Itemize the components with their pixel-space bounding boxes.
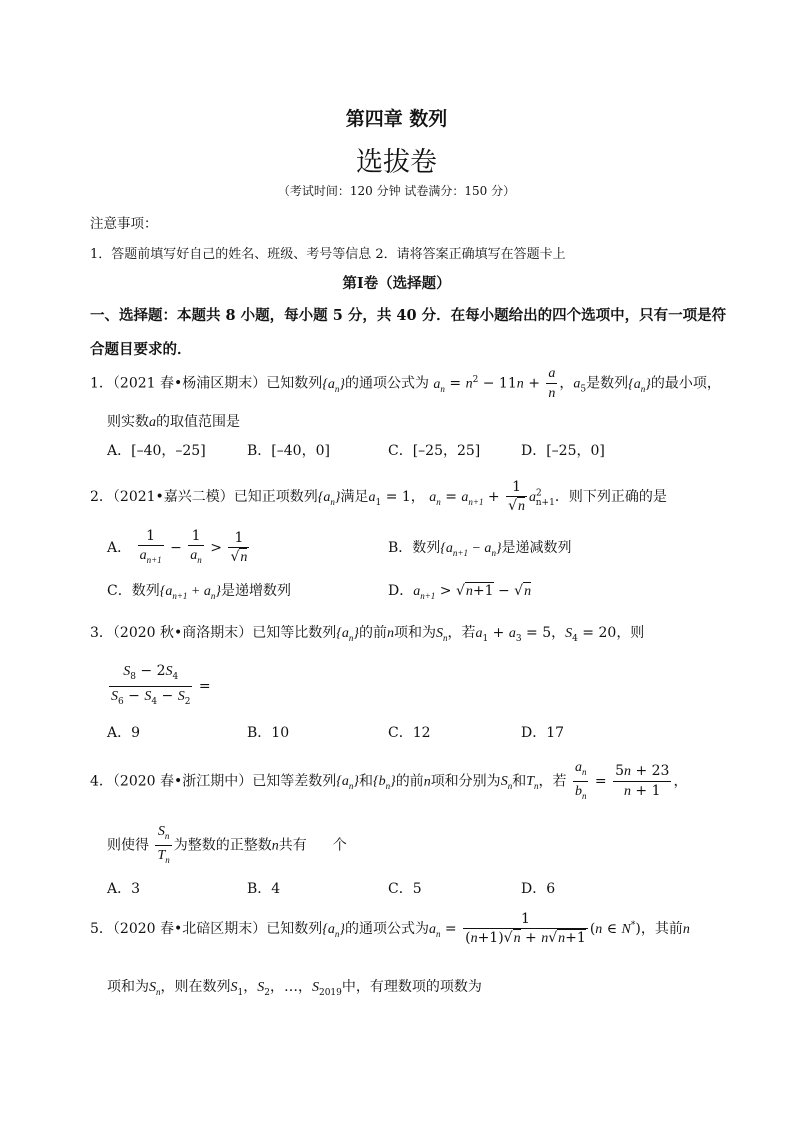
notice-line: 1．答题前填写好自己的姓名、班级、考号等信息 2．请将答案正确填写在答题卡上 [90,247,566,262]
question-1: 1．（2021 春•杨浦区期末）已知数列$\{a_n\}$的通项公式为 $a_n = n^2 - 11n$ + $\frac{a}{n}$ ，$a_5$是数列$\{a_n\}$的最小项， [90,366,721,401]
instructions-line1: 一、选择题：本题共 8 小题，每小题 5 分，共 40 分．在每小题给出的四个选项中，只有一项是符 [90,307,727,324]
q1-option-b[interactable]: B．[–40，0] [247,443,330,459]
exam-title: 选拔卷 [356,147,437,178]
q3-option-a[interactable]: A．9 [107,725,141,741]
notice-heading: 注意事项： [90,216,158,232]
question-4-line2: 则使得 $\frac{S_n}{T_n}$ 为整数的正整数n共有 个 [107,824,347,865]
q2-option-a[interactable]: A． $\frac{1}{a_{n+1}}$ − $\frac{1}{a_n}$ > $\frac{1}{√n}$ [107,528,248,565]
question-4: 4．（2020 春•浙江期中）已知等差数列$\{a_n\}$和$\{b_n\}$的前n项和分别为$S_n$和$T_n$，若 $\frac{a_n}{b_n}$ = $\frac{5n + 23}{n + 1}$ ， [90,760,688,801]
question-3: 3．（2020 秋•商洛期末）已知等比数列$\{a_n\}$的前n项和为$S_n$，若$a_1 + a_3 = 5$，$S_4 = 20$，则 [90,625,645,644]
q4-option-a[interactable]: A．3 [107,881,141,897]
q1-option-d[interactable]: D．[–25，0] [521,443,605,459]
q3-option-b[interactable]: B．10 [247,725,290,741]
instructions-line2: 合题目要求的． [90,341,192,358]
chapter-title: 第四章 数列 [345,108,448,130]
question-2: 2．（2021•嘉兴二模）已知正项数列$\{a_n\}$满足$a_1 = 1$， $a_n = a_{n+1}$ + $\frac{1}{√n}$ $a^2_{n+1}$．则下列正确的是 [90,479,667,514]
question-5-line2: 项和为$S_n$，则在数列$S_1$，$S_2$，…，$S_{2019}$中，有理数项的项数为 [107,979,482,998]
q3-option-c[interactable]: C．12 [388,725,431,741]
exam-meta: （考试时间：120 分钟 试卷满分：150 分） [277,184,516,198]
section-title: 第Ⅰ卷（选择题） [342,275,451,292]
q1-option-a[interactable]: A．[–40，–25] [107,443,206,459]
q1-option-c[interactable]: C．[–25，25] [388,443,481,459]
q2-option-c[interactable]: C．数列$\{a_{n+1} + a_n\}$是递增数列 [107,583,291,601]
q4-option-b[interactable]: B．4 [247,881,281,897]
question-1-line2: 则实数a的取值范围是 [107,414,240,430]
question-5: 5．（2020 春•北碚区期末）已知数列$\{a_n\}$的通项公式为$a_n$ = $\frac{1}{(n+1)√n + n√n+1}$ (n ∈ N*)，其前n [90,911,690,946]
q4-option-d[interactable]: D．6 [521,881,556,897]
q2-option-d[interactable]: D．$a_{n+1} > √n+1 - √n$ [388,583,532,601]
q4-option-c[interactable]: C．5 [388,881,422,897]
q3-option-d[interactable]: D．17 [521,725,565,741]
q2-option-b[interactable]: B．数列$\{a_{n+1} - a_n\}$是递减数列 [388,540,572,558]
question-3-expression: $\frac{S_8 - 2S_4}{S_6 - S_4 - S_2}$ = [111,663,211,707]
